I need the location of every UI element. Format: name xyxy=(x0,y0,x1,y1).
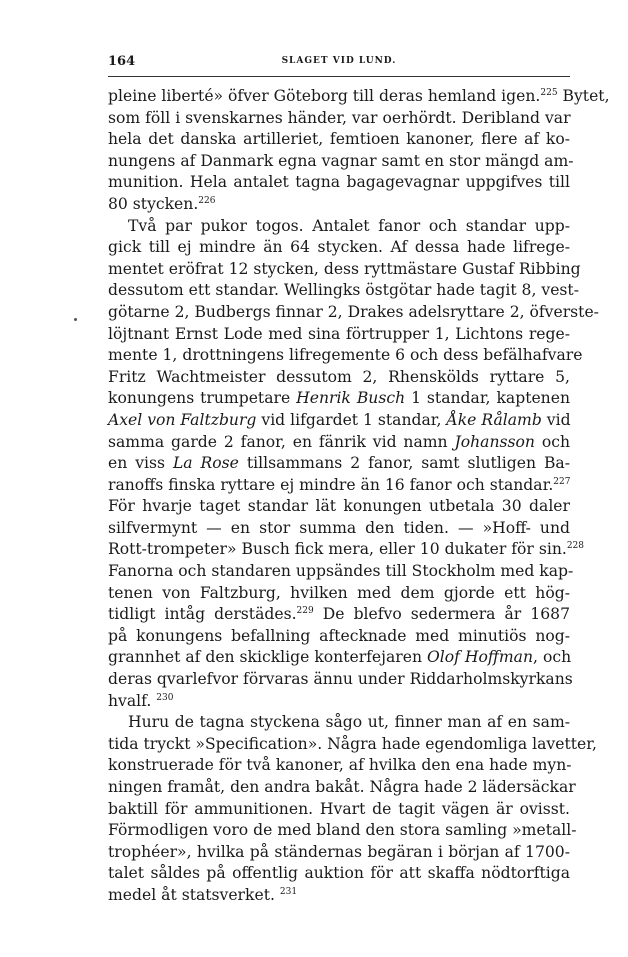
text-line xyxy=(108,324,570,346)
text-segment: samma garde 2 fanor, en fänrik vid namn xyxy=(108,432,455,451)
text-segment: silfvermynt — en stor summa den tiden. — »Hoff- und xyxy=(108,518,570,537)
text-line xyxy=(108,172,570,194)
text-segment: 80 stycken. xyxy=(108,194,199,213)
text-segment: götarne 2, Budbergs finnar 2, Drakes adelsryttare 2, öfverste- xyxy=(108,302,599,321)
text-line xyxy=(108,691,570,713)
text-segment: en viss xyxy=(108,454,173,473)
text-line xyxy=(108,367,570,389)
text-segment: talet såldes på offentlig auktion för att skaffa nödtorftiga xyxy=(108,864,570,883)
text-line xyxy=(108,475,570,497)
text-line xyxy=(108,734,597,756)
text-line xyxy=(108,151,574,173)
text-segment: Fritz Wachtmeister dessutom 2, Rhenskölds ryttare 5, xyxy=(108,367,570,386)
text-segment: För hvarje taget standar lät konungen utbetala 30 daler xyxy=(108,497,570,516)
footnote-ref: 225 xyxy=(540,88,558,98)
text-line xyxy=(108,453,570,475)
footnote-ref: 229 xyxy=(296,606,314,617)
text-segment: tidligt intåg derstädes. xyxy=(108,605,297,624)
text-segment: hela det danska artilleriet, femtioen kanoner, flere af ko- xyxy=(108,130,570,149)
footnote-ref: 226 xyxy=(198,195,216,206)
text-line xyxy=(108,604,570,626)
text-segment: medel åt statsverket. xyxy=(108,885,280,904)
text-line xyxy=(108,885,570,907)
text-line xyxy=(108,583,570,605)
text-line xyxy=(108,820,577,842)
text-line xyxy=(108,302,599,324)
text-segment: konstruerade för två kanoner, af hvilka den ena hade myn- xyxy=(108,756,572,775)
text-line xyxy=(108,129,570,151)
text-line xyxy=(108,647,570,669)
text-segment: Bytet, xyxy=(557,87,610,105)
text-line xyxy=(108,777,576,799)
page-number: 164 xyxy=(108,54,136,69)
text-line xyxy=(108,345,583,367)
text-line xyxy=(108,86,610,108)
italic-name: Henrik Busch xyxy=(296,389,406,408)
text-segment: ranoffs finska ryttare ej mindre än 16 fanor och standar. xyxy=(108,475,554,494)
text-segment: grannhet af den skicklige konterfejaren xyxy=(108,648,427,667)
text-line xyxy=(108,539,585,561)
text-segment: baktill för ammunitionen. Hvart de tagit vägen är ovisst. xyxy=(108,799,570,818)
page-header xyxy=(108,54,570,74)
italic-name: Olof Hoffman xyxy=(426,648,534,667)
text-segment: dessutom ett standar. Wellingks östgötar hade tagit 8, vest- xyxy=(108,281,579,300)
text-segment: trophéer», hvilka på ständernas begäran i början af 1700- xyxy=(108,842,570,861)
text-segment: konungens trumpetare xyxy=(108,389,297,408)
text-segment: De blefvo sedermera år 1687 xyxy=(313,605,570,624)
text-line xyxy=(108,799,570,821)
text-line xyxy=(108,388,570,410)
text-line xyxy=(108,432,570,454)
text-line xyxy=(108,561,574,583)
text-segment: Huru de tagna styckena sågo ut, finner man af en sam- xyxy=(128,713,570,732)
header-rule xyxy=(108,76,570,77)
text-segment: , och xyxy=(533,648,572,667)
text-segment: hvalf. xyxy=(108,691,157,710)
text-segment: Fanorna och standaren uppsändes till Stockholm med kap- xyxy=(108,562,574,581)
text-segment: vid lifgardet 1 standar, xyxy=(256,410,447,429)
text-line xyxy=(108,626,570,648)
text-line xyxy=(108,237,570,259)
body-text xyxy=(108,86,610,907)
text-line xyxy=(108,496,570,518)
text-line xyxy=(108,669,573,691)
text-segment: munition. Hela antalet tagna bagagevagnar uppgifves till xyxy=(108,173,570,192)
text-segment: tillsammans 2 fanor, samt slutligen Ba- xyxy=(238,454,570,473)
text-segment: mentet eröfrat 12 stycken, dess ryttmästare Gustaf Ribbing xyxy=(108,259,581,278)
text-segment: mente 1, drottningens lifregemente 6 och dess befälhafvare xyxy=(108,346,583,365)
text-segment: Rott-trompeter» Busch fick mera, eller 10 dukater för sin. xyxy=(108,540,567,559)
text-segment: 1 standar, kaptenen xyxy=(405,389,570,408)
text-segment: deras qvarlefvor förvaras ännu under Riddarholmskyrkans xyxy=(108,670,573,689)
text-line xyxy=(108,842,570,864)
text-line xyxy=(108,108,570,130)
text-line xyxy=(108,712,570,734)
footnote-ref: 227 xyxy=(553,476,571,487)
footnote-ref: 228 xyxy=(566,541,585,552)
text-segment: vid xyxy=(541,410,571,429)
text-segment: gick till ej mindre än 64 stycken. Af dessa hade lifrege- xyxy=(108,238,570,257)
text-segment: tida tryckt »Specification». Några hade egendomliga lavetter, xyxy=(108,734,597,753)
text-line xyxy=(108,280,579,302)
text-segment: nungens af Danmark egna vagnar samt en stor mängd am- xyxy=(108,151,574,170)
running-head: SLAGET VID LUND. xyxy=(281,56,397,66)
text-segment: ningen framåt, den andra bakåt. Några hade 2 lädersäckar xyxy=(108,778,576,796)
text-line xyxy=(108,410,570,432)
text-line xyxy=(108,259,581,281)
text-segment: Förmodligen voro de med bland den stora samling »metall- xyxy=(108,821,577,840)
text-segment: löjtnant Ernst Lode med sina förtrupper 1, Lichtons rege- xyxy=(108,324,570,343)
text-segment: på konungens befallning aftecknade med minutiös nog- xyxy=(108,626,570,645)
italic-name: Johansson xyxy=(454,432,535,451)
text-segment: Två par pukor togos. Antalet fanor och standar upp- xyxy=(128,216,570,235)
text-segment: pleine liberté» öfver Göteborg till deras hemland igen. xyxy=(108,87,541,105)
text-line xyxy=(108,518,570,540)
footnote-ref: 231 xyxy=(279,886,298,897)
text-segment: tenen von Faltzburg, hvilken med dem gjorde ett hög- xyxy=(108,583,570,602)
italic-name: La Rose xyxy=(172,454,239,473)
text-line xyxy=(108,194,570,216)
italic-name: Axel von Faltzburg xyxy=(108,410,257,429)
text-line xyxy=(108,755,570,777)
text-segment: och xyxy=(534,432,570,451)
text-line xyxy=(108,216,570,238)
italic-name: Åke Rålamb xyxy=(446,410,542,429)
text-segment: som föll i svenskarnes händer, var oerhördt. Deribland var xyxy=(108,108,571,127)
footnote-ref: 230 xyxy=(156,692,174,703)
margin-mark xyxy=(74,318,77,321)
text-line xyxy=(108,863,570,885)
